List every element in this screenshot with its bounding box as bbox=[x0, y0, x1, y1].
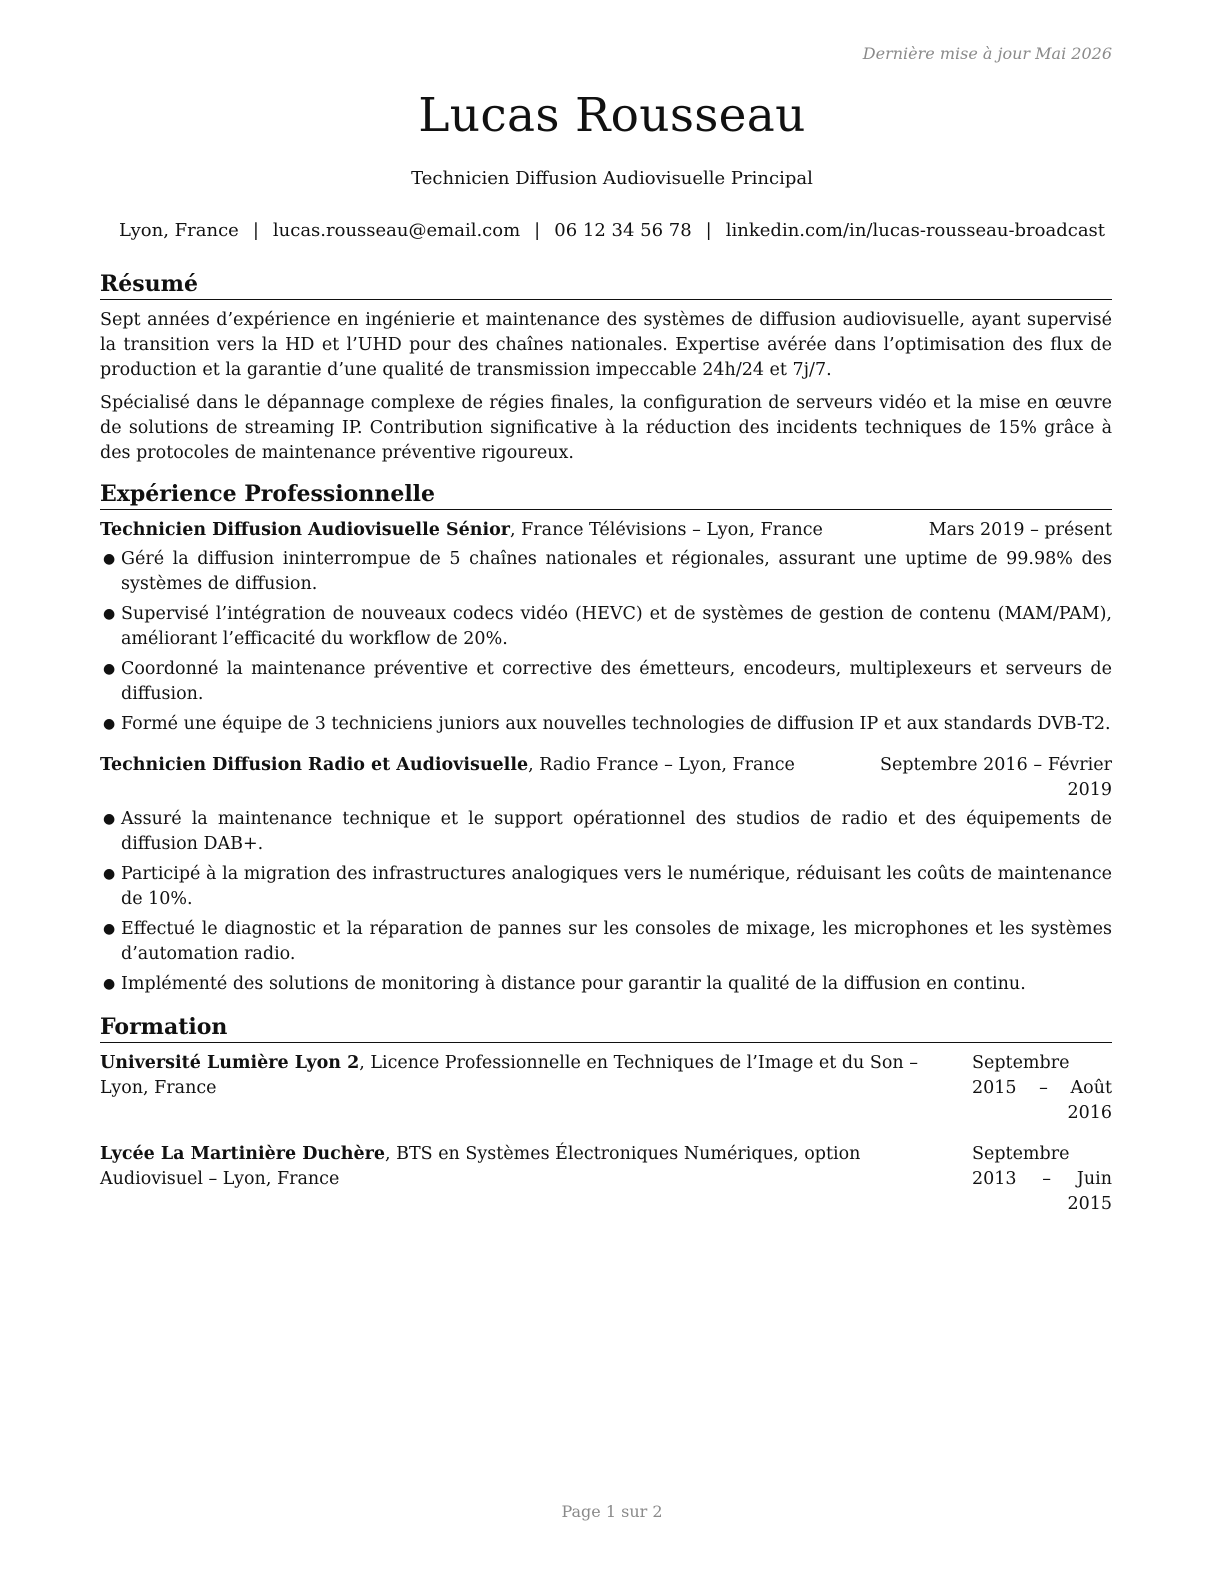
bullet-icon: ● bbox=[103, 921, 116, 937]
bullet-icon: ● bbox=[103, 811, 116, 827]
bullet-icon: ● bbox=[103, 976, 116, 992]
contact-email[interactable]: lucas.rousseau@email.com bbox=[272, 220, 521, 241]
bullet-icon: ● bbox=[103, 661, 116, 677]
job-role: Technicien Diffusion Radio et Audiovisuelle bbox=[100, 755, 529, 775]
contact-line bbox=[0, 220, 1224, 241]
contact-phone: 06 12 34 56 78 bbox=[554, 220, 692, 241]
bullet-text: Implémenté des solutions de monitoring à distance pour garantir la qualité de la diffusion en continu. bbox=[121, 974, 1026, 994]
bullet-icon: ● bbox=[103, 606, 116, 622]
bullet-text: Supervisé l’intégration de nouveaux codecs vidéo (HEVC) et de systèmes de gestion de contenu (MAM/PAM), améliorant l’efficacité du workflow de 20%. bbox=[121, 604, 1112, 649]
job-header bbox=[100, 518, 1112, 543]
summary-paragraph: Sept années d’expérience en ingénierie et maintenance des systèmes de diffusion audiovisuelle, ayant supervisé la transition vers la HD et l’UHD pour des chaînes nationales. Expertise avérée dans l’optimisation des flux de production et la garantie d’une qualité de transmission impeccable 24h/24 et 7j/7. bbox=[100, 310, 1112, 380]
summary-heading: Résumé bbox=[100, 270, 1112, 300]
job-header bbox=[100, 753, 1112, 803]
education-dates: Septembre 2015 – Août 2016 bbox=[972, 1053, 1112, 1123]
job-bullet bbox=[100, 807, 1112, 857]
experience-section bbox=[100, 480, 1112, 997]
job-bullet bbox=[100, 917, 1112, 967]
job-title-line bbox=[100, 753, 868, 778]
job-entry bbox=[100, 753, 1112, 997]
education-entry bbox=[100, 1051, 1112, 1126]
bullet-text: Assuré la maintenance technique et le support opérationnel des studios de radio et des équipements de diffusion DAB+. bbox=[121, 809, 1112, 854]
contact-location: Lyon, France bbox=[118, 220, 239, 241]
experience-heading: Expérience Professionnelle bbox=[100, 480, 1112, 510]
job-dates: Septembre 2016 – Février 2019 bbox=[880, 755, 1112, 800]
contact-linkedin[interactable]: linkedin.com/in/lucas-rousseau-broadcast bbox=[725, 220, 1106, 241]
education-header bbox=[100, 1142, 1112, 1217]
last-updated-note: Dernière mise à jour Mai 2026 bbox=[862, 44, 1112, 63]
education-dates: Septembre 2013 – Juin 2015 bbox=[972, 1144, 1112, 1214]
resume-body bbox=[100, 270, 1112, 1233]
job-bullet bbox=[100, 862, 1112, 912]
candidate-name: Lucas Rousseau bbox=[418, 88, 806, 143]
job-role: Technicien Diffusion Audiovisuelle Sénior bbox=[100, 520, 510, 540]
job-organization: , France Télévisions – Lyon, France bbox=[510, 520, 823, 540]
job-bullet bbox=[100, 547, 1112, 597]
bullet-icon: ● bbox=[103, 716, 116, 732]
candidate-headline: Technicien Diffusion Audiovisuelle Principal bbox=[411, 168, 813, 189]
contact-separator: | bbox=[705, 220, 712, 241]
job-bullet bbox=[100, 657, 1112, 707]
job-entry bbox=[100, 518, 1112, 737]
page-number: Page 1 sur 2 bbox=[561, 1502, 663, 1521]
education-header bbox=[100, 1051, 1112, 1126]
job-bullet bbox=[100, 602, 1112, 652]
job-bullet bbox=[100, 712, 1112, 737]
summary-section bbox=[100, 270, 1112, 466]
bullet-text: Effectué le diagnostic et la réparation de pannes sur les consoles de mixage, les microphones et les systèmes d’automation radio. bbox=[121, 919, 1112, 964]
job-organization: , Radio France – Lyon, France bbox=[528, 755, 795, 775]
education-detail: , BTS en Systèmes Électroniques Numériques, option Audiovisuel – Lyon, France bbox=[100, 1144, 861, 1189]
job-bullet-list bbox=[100, 807, 1112, 997]
education-title-line bbox=[100, 1051, 960, 1101]
education-title-line bbox=[100, 1142, 960, 1192]
bullet-text: Formé une équipe de 3 techniciens juniors aux nouvelles technologies de diffusion IP et aux standards DVB-T2. bbox=[121, 714, 1111, 734]
education-school: Université Lumière Lyon 2 bbox=[100, 1053, 360, 1073]
bullet-text: Participé à la migration des infrastructures analogiques vers le numérique, réduisant les coûts de maintenance de 10%. bbox=[121, 864, 1112, 909]
contact-separator: | bbox=[534, 220, 541, 241]
bullet-text: Coordonné la maintenance préventive et corrective des émetteurs, encodeurs, multiplexeurs et serveurs de diffusion. bbox=[121, 659, 1112, 704]
education-detail: , Licence Professionnelle en Techniques de l’Image et du Son – Lyon, France bbox=[100, 1053, 918, 1098]
contact-separator: | bbox=[252, 220, 259, 241]
education-entry bbox=[100, 1142, 1112, 1217]
education-school: Lycée La Martinière Duchère bbox=[100, 1144, 385, 1164]
job-title-line bbox=[100, 518, 917, 543]
bullet-icon: ● bbox=[103, 866, 116, 882]
job-bullet bbox=[100, 972, 1112, 997]
job-bullet-list bbox=[100, 547, 1112, 737]
bullet-icon: ● bbox=[103, 551, 116, 567]
education-heading: Formation bbox=[100, 1013, 1112, 1043]
bullet-text: Géré la diffusion ininterrompue de 5 chaînes nationales et régionales, assurant une uptime de 99.98% des systèmes de diffusion. bbox=[121, 549, 1112, 594]
education-section bbox=[100, 1013, 1112, 1217]
summary-paragraph: Spécialisé dans le dépannage complexe de régies finales, la configuration de serveurs vidéo et la mise en œuvre de solutions de streaming IP. Contribution significative à la réduction des incidents techniques de 15% grâce à des protocoles de maintenance préventive rigoureux. bbox=[100, 393, 1112, 463]
job-dates: Mars 2019 – présent bbox=[928, 520, 1112, 540]
